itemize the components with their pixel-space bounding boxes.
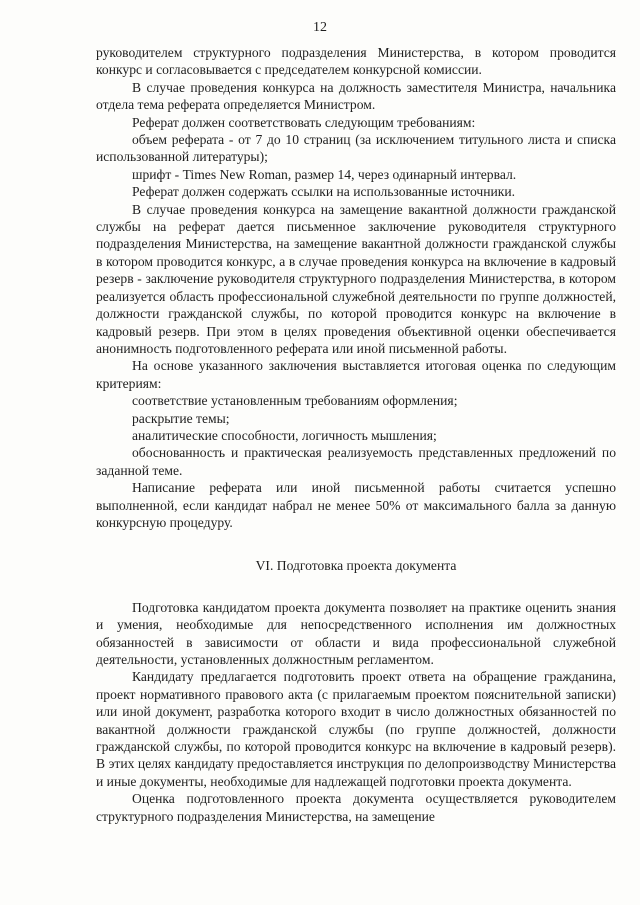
paragraph: Кандидату предлагается подготовить проект ответа на обращение гражданина, проект нормативного правового акта (с прилагаемым проектом пояснительной записки) или иной документ, разработка которого входит в число должностных обязанностей по вакантной должности гражданской службы (по группе должностей, должности гражданской службы, по которой проводится конкурс на включение в кадровый резерв). В этих целях кандидату предоставляется инструкция по делопроизводству Министерства и иные документы, необходимые для надлежащей подготовки проекта документа. [96,669,616,789]
list-item: обоснованность и практическая реализуемость представленных предложений по заданной теме. [96,445,616,478]
paragraph: Написание реферата или иной письменной работы считается успешно выполненной, если кандидат набрал не менее 50% от максимального балла за данную конкурсную процедуру. [96,480,616,530]
list-item: раскрытие темы; [132,410,230,426]
list-item: соответствие установленным требованиям оформления; [132,393,458,409]
paragraph: В случае проведения конкурса на замещение вакантной должности гражданской службы на реферат дается письменное заключение руководителя структурного подразделения Министерства, на замещение вакантной должности гражданской службы в котором проводится конкурс, а в случае проведения конкурса на включение в кадровый резерв - заключение руководителя структурного подразделения Министерства, в котором реализуется область профессиональной служебной деятельности по группе должностей, должности гражданской службы, по которой проводится конкурс на включение в кадровый резерв. При этом в целях проведения объективной оценки обеспечивается анонимность подготовленного реферата или иной письменной работы. [96,201,616,356]
list-item: шрифт - Times New Roman, размер 14, через одинарный интервал. [132,166,517,182]
paragraph: Реферат должен содержать ссылки на использованные источники. [132,184,516,200]
page-number: 12 [313,20,327,35]
paragraph: Оценка подготовленного проекта документа осуществляется руководителем структурного подразделения Министерства, на замещение [96,791,616,824]
paragraph: Реферат должен соответствовать следующим требованиям: [132,114,476,130]
list-item: объем реферата - от 7 до 10 страниц (за исключением титульного листа и списка использованной литературы); [96,132,616,165]
paragraph: руководителем структурного подразделения Министерства, в котором проводится конкурс и согласовывается с председателем конкурсной комиссии. [96,45,616,78]
paragraph: На основе указанного заключения выставляется итоговая оценка по следующим критериям: [96,358,616,391]
section-heading: VI. Подготовка проекта документа [255,558,457,574]
paragraph: Подготовка кандидатом проекта документа позволяет на практике оценить знания и умения, необходимые для непосредственного исполнения им должностных обязанностей в зависимости от области и вида профессиональной служебной деятельности, установленных должностным регламентом. [96,599,616,667]
list-item: аналитические способности, логичность мышления; [132,427,437,443]
document-body [96,44,616,825]
paragraph: В случае проведения конкурса на должность заместителя Министра, начальника отдела тема реферата определяется Министром. [96,79,616,113]
